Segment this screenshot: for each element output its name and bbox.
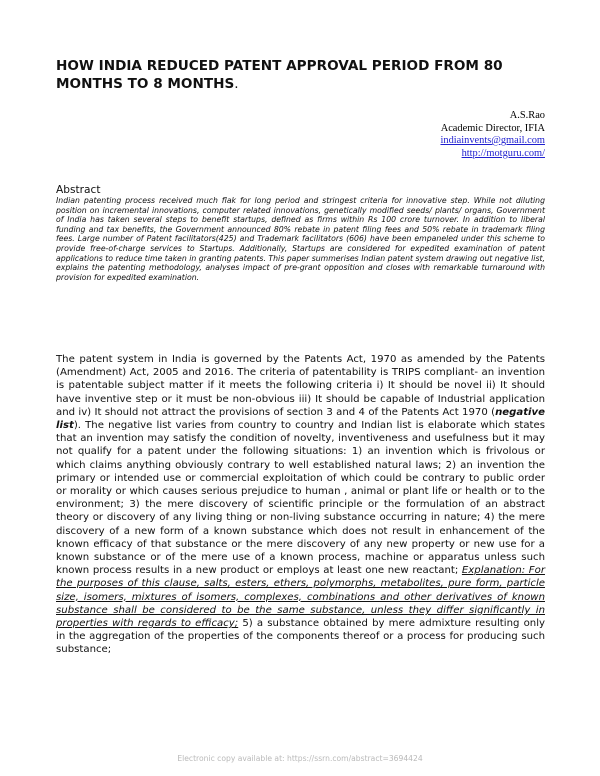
author-name: A.S.Rao (509, 110, 545, 121)
abstract-text: Indian patenting process received much flak for long period and stringest criteria for innovative step. While not diluting position on incremental innovations, computer related innovations, genetically modified seeds/ plants/ organs, Government of India has taken several steps to benefit startups, defined as firms within Rs 100 crore turnover. In addition to liberal funding and tax benefits, the Government announced 80% rebate in patent filing fees and 50% rebate in trademark filing fees. Large number of Patent facilitators(425) and Trademark facilitators (606) have been empaneled under this scheme to provide free-of-charge services to Startups. Additionally, Startups are considered for expedited examination of patent applications to reduce time taken in granting patents. This paper summerises Indian patent system drawing out negative list, explains the patenting methodology, analyses impact of pre-grant opposition and closes with remarkable turnaround with provision for expedited examination. (56, 196, 545, 282)
negative-list-term: negative list (56, 406, 545, 432)
author-website-link[interactable]: http://motguru.com/ (461, 147, 545, 159)
author-position: Academic Director, IFIA (440, 122, 545, 134)
ssrn-footer: Electronic copy available at: https://ssrn.com/abstract=3694424 (177, 754, 423, 763)
abstract-heading: Abstract (56, 184, 101, 196)
title-period: . (234, 76, 239, 92)
explanation-clause: Explanation: For the purposes of this clause, salts, esters, ethers, polymorphs, metabolites, pure form, particle size, isomers, mixtures of isomers, complexes, combinations and other derivatives of known substance shall be considered to be the same substance, unless they differ significantly in properties with regards to efficacy; (56, 565, 545, 630)
body-paragraph (56, 353, 545, 657)
title-text: HOW INDIA REDUCED PATENT APPROVAL PERIOD FROM 80 MONTHS TO 8 MONTHS (56, 58, 503, 92)
author-email-link[interactable]: indiainvents@gmail.com (440, 135, 545, 146)
author-block (440, 110, 545, 160)
paper-title (56, 57, 556, 93)
body-text-part2: ). The negative list varies from country to country and Indian list is elaborate which states that an invention may satisfy the condition of novelty, inventiveness and usefulness but it may not qualify for a patent under the following situations: 1) an invention which is frivolous or which claims anything obviously contrary to well established natural laws; 2) an invention the primary or intended use or commercial exploitation of which could be contrary to public order or morality or which causes serious prejudice to human , animal or plant life or health or to the environment; 3) the mere discovery of scientific principle or the formulation of an abstract theory or discovery of any living thing or non-living substance occurring in nature; 4) the mere discovery of a new form of a known substance which does not result in enhancement of the known efficacy of that substance or the mere discovery of any new property or new use for a known substance or of the mere use of a known process, machine or apparatus unless such known process results in a new product or employs at least one new reactant; (56, 420, 545, 577)
body-text-part3: 5) a substance obtained by mere admixture resulting only in the aggregation of the properties of the components thereof or a process for producing such substance; (56, 618, 546, 656)
body-text-part1: The patent system in India is governed by the Patents Act, 1970 as amended by the Patents (Amendment) Act, 2005 and 2016. The criteria of patentability is TRIPS compliant- an invention is patentable subject matter if it meets the following criteria i) It should be novel ii) It should have inventive step or it must be non-obvious iii) It should be capable of Industrial application and iv) It should not attract the provisions of section 3 and 4 of the Patents Act 1970 ( (56, 354, 545, 418)
